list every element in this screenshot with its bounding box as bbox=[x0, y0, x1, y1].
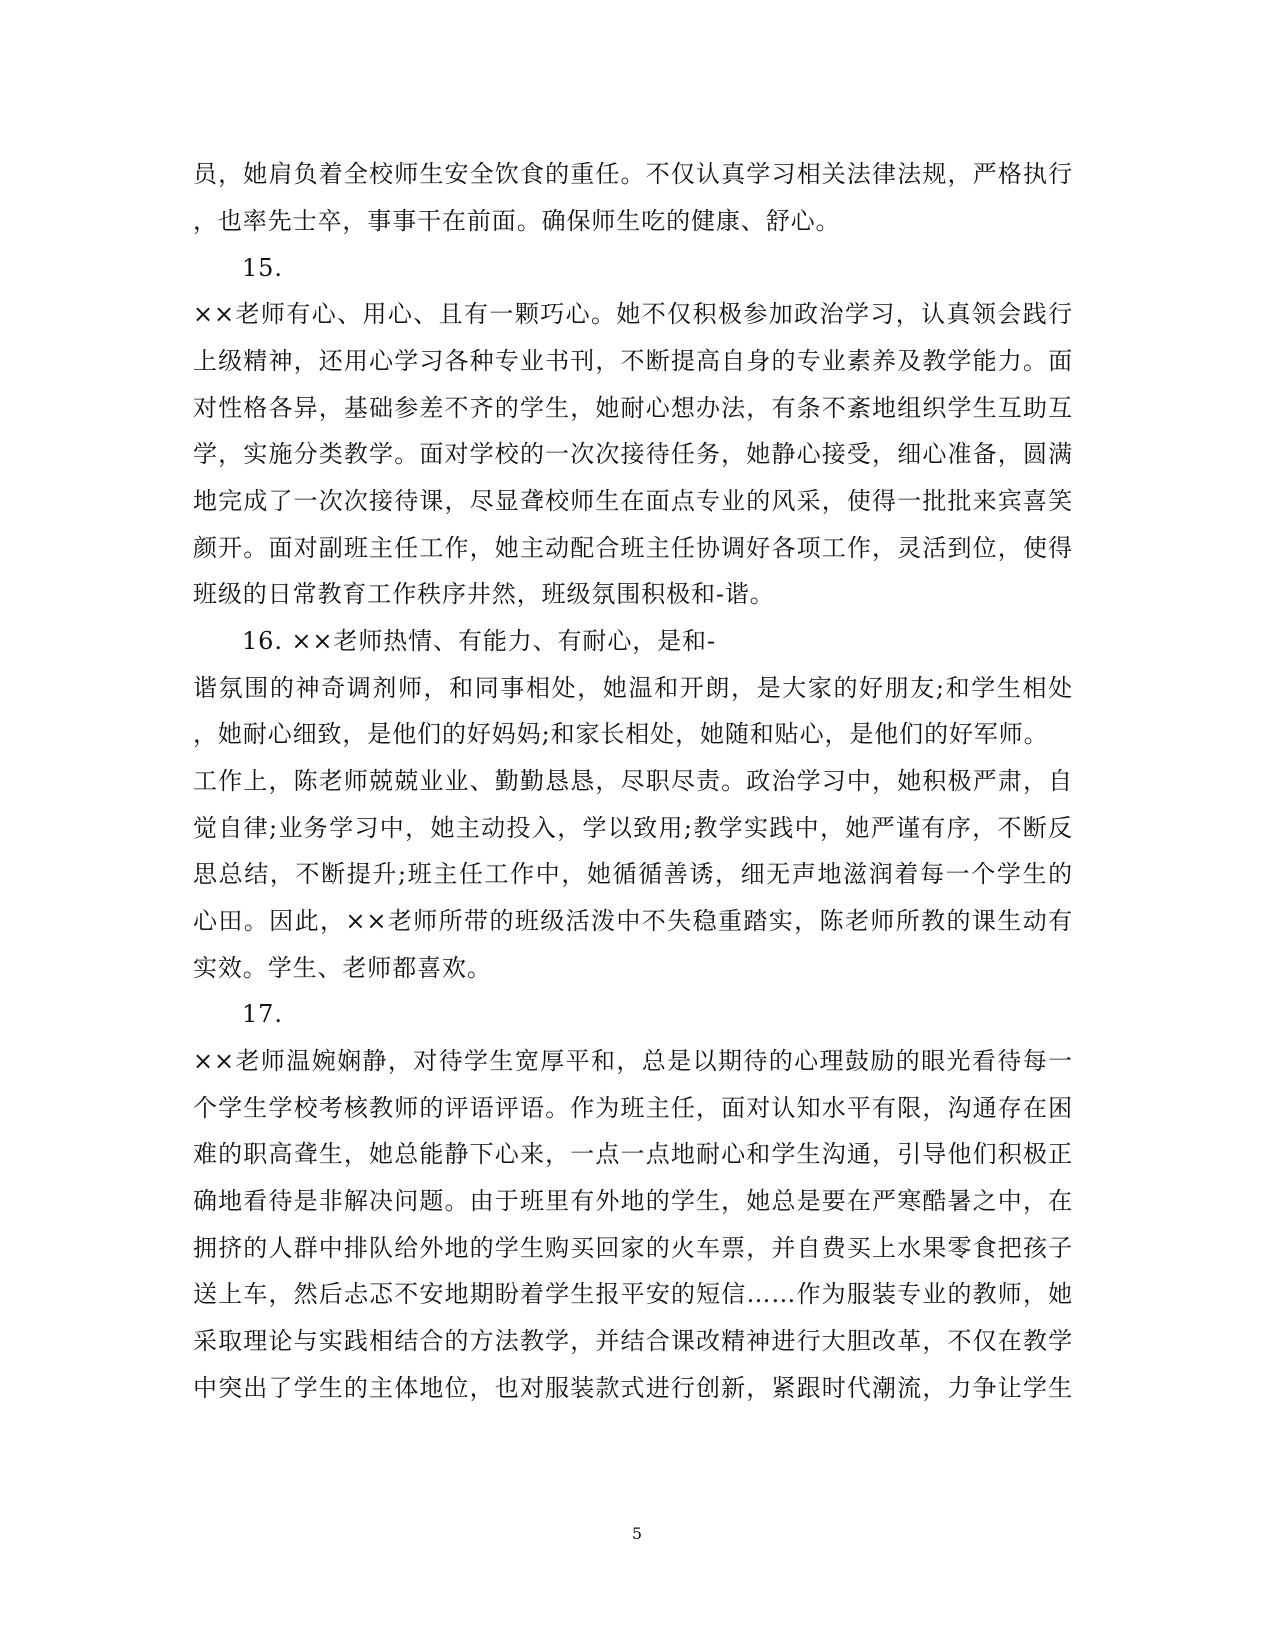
text-line: 中突出了学生的主体地位，也对服装款式进行创新，紧跟时代潮流，力争让学生 bbox=[193, 1374, 1073, 1402]
text-line: 谐氛围的神奇调剂师，和同事相处，她温和开朗，是大家的好朋友;和学生相处 bbox=[193, 674, 1073, 702]
text-line: ，她耐心细致，是他们的好妈妈;和家长相处，她随和贴心，是他们的好军师。 bbox=[193, 720, 1049, 748]
text-line: 思总结，不断提升;班主任工作中，她循循善诱，细无声地滋润着每一个学生的 bbox=[193, 860, 1073, 888]
text-line: 16. ××老师热情、有能力、有耐心，是和- bbox=[242, 627, 716, 655]
text-line: ××老师有心、用心、且有一颗巧心。她不仅积极参加政治学习，认真领会践行 bbox=[193, 300, 1073, 328]
page-number: 5 bbox=[631, 1524, 643, 1543]
text-line: 对性格各异，基础参差不齐的学生，她耐心想办法，有条不紊地组织学生互助互 bbox=[193, 394, 1073, 422]
text-line: 学，实施分类教学。面对学校的一次次接待任务，她静心接受，细心准备，圆满 bbox=[193, 440, 1073, 468]
text-line: 难的职高聋生，她总能静下心来，一点一点地耐心和学生沟通，引导他们积极正 bbox=[193, 1140, 1073, 1168]
text-line: 采取理论与实践相结合的方法教学，并结合课改精神进行大胆改革，不仅在教学 bbox=[193, 1327, 1073, 1355]
item-number: 15. bbox=[242, 254, 283, 282]
text-line: 觉自律;业务学习中，她主动投入，学以致用;教学实践中，她严谨有序，不断反 bbox=[193, 814, 1073, 842]
item-number: 17. bbox=[242, 1000, 283, 1028]
text-line: 工作上，陈老师兢兢业业、勤勤恳恳，尽职尽责。政治学习中，她积极严肃，自 bbox=[193, 767, 1073, 795]
text-line: 地完成了一次次接待课，尽显聋校师生在面点专业的风采，使得一批批来宾喜笑 bbox=[193, 487, 1073, 515]
text-line: 拥挤的人群中排队给外地的学生购买回家的火车票，并自费买上水果零食把孩子 bbox=[193, 1234, 1073, 1262]
text-line: 班级的日常教育工作秩序井然，班级氛围积极和-谐。 bbox=[193, 580, 775, 608]
text-line: 颜开。面对副班主任工作，她主动配合班主任协调好各项工作，灵活到位，使得 bbox=[193, 534, 1073, 562]
text-line: 员，她肩负着全校师生安全饮食的重任。不仅认真学习相关法律法规，严格执行 bbox=[193, 160, 1073, 188]
text-line: 实效。学生、老师都喜欢。 bbox=[193, 954, 492, 982]
text-line: ××老师温婉娴静，对待学生宽厚平和，总是以期待的心理鼓励的眼光看待每一 bbox=[193, 1047, 1073, 1075]
text-line: 个学生学校考核教师的评语评语。作为班主任，面对认知水平有限，沟通存在困 bbox=[193, 1094, 1073, 1122]
text-line: ，也率先士卒，事事干在前面。确保师生吃的健康、舒心。 bbox=[193, 207, 841, 235]
text-line: 上级精神，还用心学习各种专业书刊，不断提高自身的专业素养及教学能力。面 bbox=[193, 347, 1073, 375]
text-line: 送上车，然后忐忑不安地期盼着学生报平安的短信……作为服装专业的教师，她 bbox=[193, 1280, 1073, 1308]
text-line: 心田。因此，××老师所带的班级活泼中不失稳重踏实，陈老师所教的课生动有 bbox=[193, 907, 1073, 935]
text-line: 确地看待是非解决问题。由于班里有外地的学生，她总是要在严寒酷暑之中，在 bbox=[193, 1187, 1073, 1215]
